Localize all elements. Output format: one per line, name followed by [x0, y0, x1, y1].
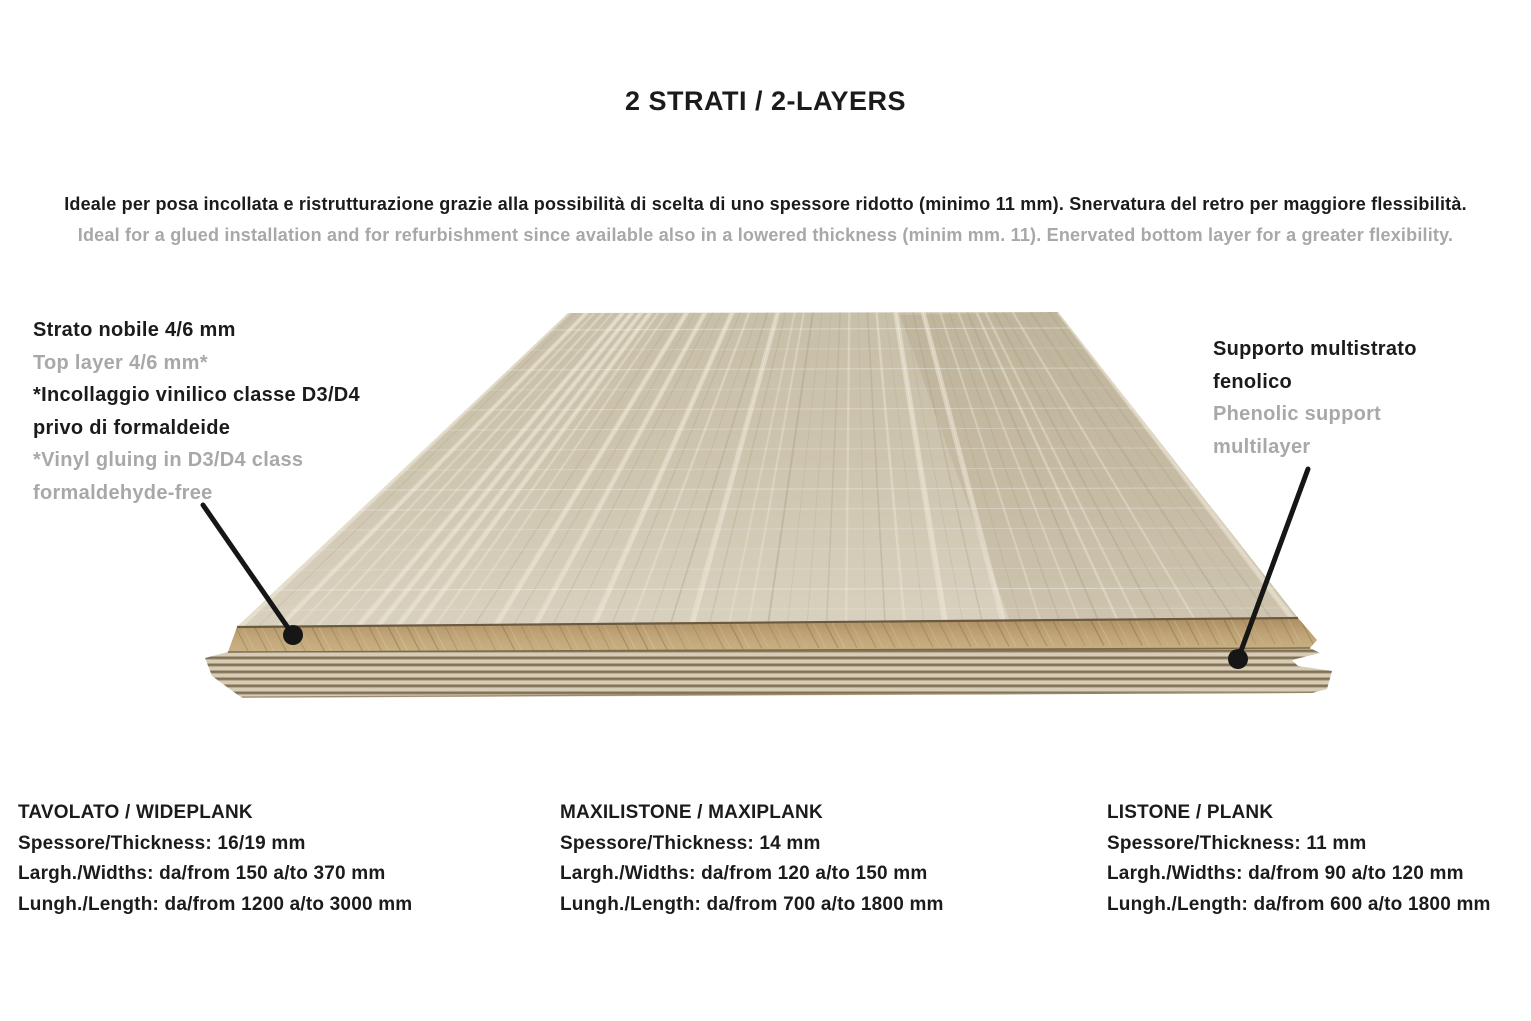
- spec-column-wideplank: [18, 798, 412, 920]
- spec-column-maxiplank: [560, 798, 944, 920]
- spec-widths: Largh./Widths: da/from 120 a/to 150 mm: [560, 863, 928, 884]
- page-title: 2 STRATI / 2-LAYERS: [624, 86, 907, 116]
- callout-support: [1213, 333, 1441, 463]
- plank-plywood-layers: [205, 648, 1332, 698]
- callout-top-layer: [33, 314, 405, 509]
- callout-support-en: Phenolic support multilayer: [1213, 403, 1382, 458]
- spec-column-plank: [1107, 798, 1491, 920]
- spec-thickness: Spessore/Thickness: 14 mm: [560, 832, 821, 854]
- spec-lengths: Lungh./Length: da/from 700 a/to 1800 mm: [560, 893, 944, 915]
- callout-top-layer-it-note: *Incollaggio vinilico classe D3/D4 privo di formaldeide: [33, 384, 360, 439]
- pointer-dot-left: [283, 625, 303, 645]
- pointer-dot-right: [1228, 649, 1248, 669]
- spec-widths: Largh./Widths: da/from 90 a/to 120 mm: [1107, 863, 1464, 884]
- callout-top-layer-en-title: Top layer 4/6 mm*: [33, 351, 208, 374]
- callout-top-layer-en-note: *Vinyl gluing in D3/D4 class formaldehyde-free: [33, 449, 304, 504]
- spec-title: LISTONE / PLANK: [1107, 802, 1274, 823]
- spec-thickness: Spessore/Thickness: 16/19 mm: [18, 832, 306, 854]
- spec-lengths: Lungh./Length: da/from 600 a/to 1800 mm: [1107, 893, 1491, 915]
- intro-paragraph: [0, 189, 1531, 251]
- spec-title: TAVOLATO / WIDEPLANK: [18, 802, 253, 823]
- intro-english: Ideal for a glued installation and for refurbishment since available also in a lowered thickness (minim mm. 11). Enervated bottom layer for a greater flexibility.: [77, 225, 1454, 245]
- spec-lengths: Lungh./Length: da/from 1200 a/to 3000 mm: [18, 893, 413, 915]
- spec-title: MAXILISTONE / MAXIPLANK: [560, 802, 823, 823]
- callout-top-layer-it-title: Strato nobile 4/6 mm: [33, 319, 236, 341]
- spec-widths: Largh./Widths: da/from 150 a/to 370 mm: [18, 863, 386, 884]
- intro-italian: Ideale per posa incollata e ristrutturazione grazie alla possibilità di scelta di uno spessore ridotto (minimo 11 mm). Snervatura del retro per maggiore flessibilità.: [64, 194, 1467, 214]
- spec-thickness: Spessore/Thickness: 11 mm: [1107, 832, 1367, 854]
- callout-support-it: Supporto multistrato fenolico: [1213, 338, 1417, 393]
